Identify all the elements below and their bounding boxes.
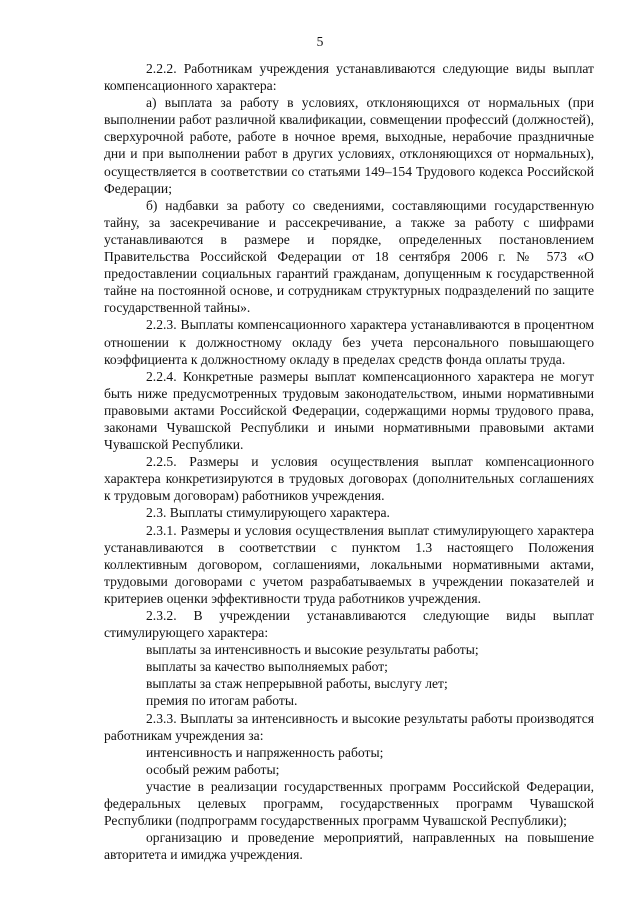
list-item-tension: интенсивность и напряженность работы; (146, 744, 384, 760)
list-item-quality: выплаты за качество выполняемых работ; (146, 659, 388, 675)
document-body (104, 60, 594, 863)
paragraph-2-2-5: 2.2.5. Размеры и условия осуществления выплат компенсационного характера конкретизируются в трудовых договорах (дополнительных соглашениях к трудовым договорам) работников учреждения. (104, 454, 594, 504)
paragraph-2-3-2: 2.3.2. В учреждении устанавливаются следующие виды выплат стимулирующего характера: (104, 608, 594, 641)
list-item-special-mode: особый режим работы; (146, 761, 280, 777)
list-item-events: организацию и проведение мероприятий, направленных на повышение авторитета и имиджа учреждения. (104, 830, 594, 863)
page-number: 5 (316, 34, 324, 49)
paragraph-2-3-3: 2.3.3. Выплаты за интенсивность и высокие результаты работы производятся работникам учреждения за: (104, 710, 594, 743)
list-item-intensity: выплаты за интенсивность и высокие результаты работы; (146, 642, 479, 658)
list-item-seniority: выплаты за стаж непрерывной работы, выслугу лет; (146, 676, 448, 692)
list-item-programs: участие в реализации государственных программ Российской Федерации, федеральных целевых программ, государственных программ Чувашской Республики (подпрограмм государственных программ Чувашской Республики); (104, 778, 594, 829)
paragraph-item-b: б) надбавки за работу со сведениями, составляющими государственную тайну, за засекречивание и рассекречивание, а также за работу с шифрами устанавливаются в размере и порядке, определенных постановлением Правительства Российской Федерации от 18 сентября 2006 г. № 573 «О предоставлении социальных гарантий гражданам, допущенным к государственной тайне на постоянной основе, и сотрудникам структурных подразделений по защите государственной тайны». (104, 197, 594, 316)
paragraph-2-3-heading: 2.3. Выплаты стимулирующего характера. (146, 505, 390, 521)
paragraph-2-2-4: 2.2.4. Конкретные размеры выплат компенсационного характера не могут быть ниже предусмотренных трудовым законодательством, иными нормативными правовыми актами Российской Федерации, содержащими нормы трудового права, законами Чувашской Республики и иными нормативными правовыми актами Чувашской Республики. (104, 368, 594, 453)
list-item-bonus: премия по итогам работы. (146, 693, 298, 709)
paragraph-2-3-1: 2.3.1. Размеры и условия осуществления выплат стимулирующего характера устанавливаются в соответствии с пунктом 1.3 настоящего Положения коллективным договором, соглашениями, локальными нормативными актами, трудовыми договорами с учетом разрабатываемых в учреждении показателей и критериев оценки эффективности труда работников учреждения. (104, 522, 594, 606)
paragraph-2-2-2: 2.2.2. Работникам учреждения устанавливаются следующие виды выплат компенсационного характера: (104, 61, 594, 94)
paragraph-item-a: а) выплата за работу в условиях, отклоняющихся от нормальных (при выполнении работ различной квалификации, совмещении профессий (должностей), сверхурочной работе, работе в ночное время, выходные, нерабочие праздничные дни и при выполнении работ в других условиях, отклоняющихся от нормальных), осуществляется в соответствии со статьями 149–154 Трудового кодекса Российской Федерации; (104, 95, 594, 196)
paragraph-2-2-3: 2.2.3. Выплаты компенсационного характера устанавливаются в процентном отношении к должностному окладу без учета персонального повышающего коэффициента к должностному окладу в пределах средств фонда оплаты труда. (104, 317, 594, 367)
